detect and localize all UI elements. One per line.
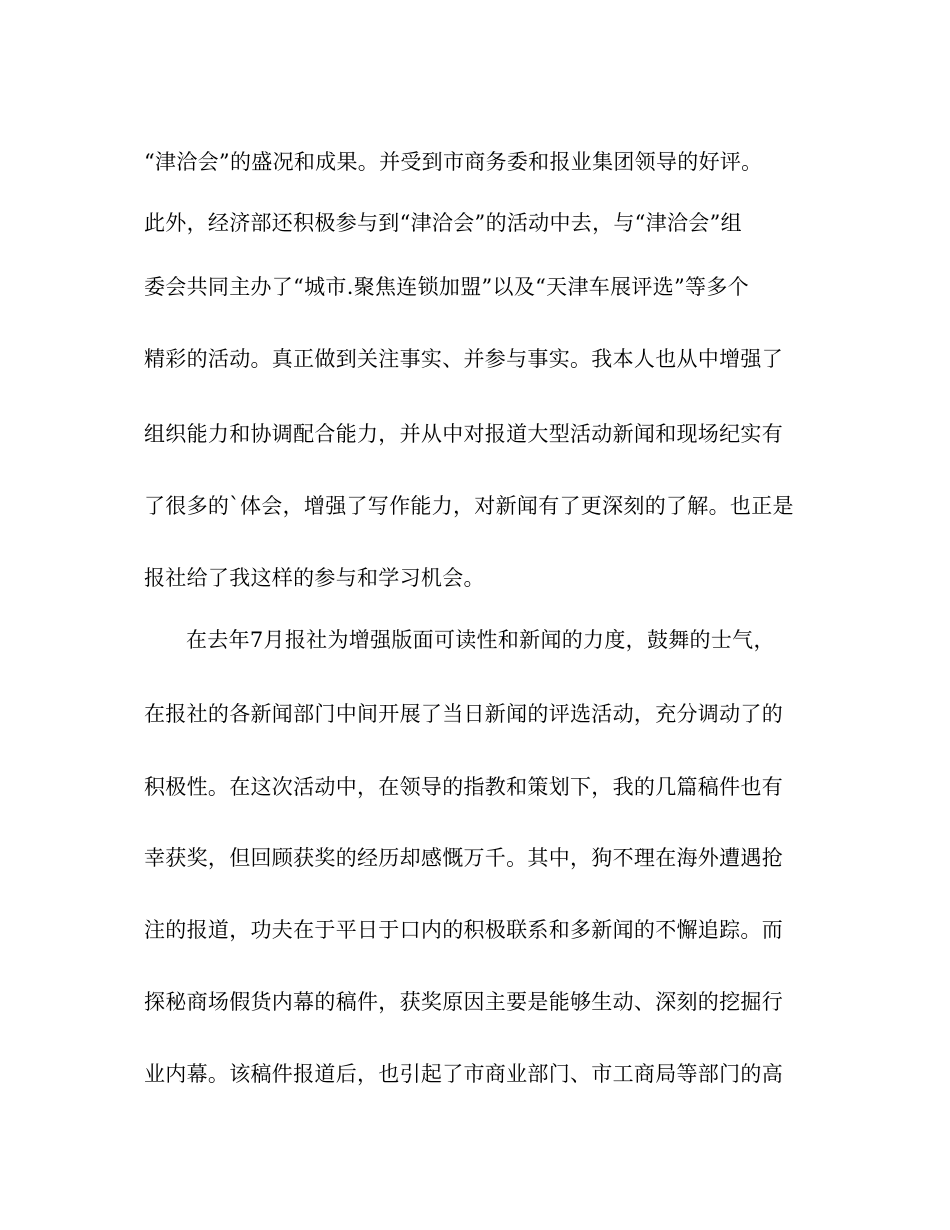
text-line: 了很多的`体会，增强了写作能力，对新闻有了更深刻的了解。也正是: [144, 494, 794, 518]
text-line: “津洽会”的盛况和成果。并受到市商务委和报业集团领导的好评。: [144, 150, 763, 174]
text-line: 组织能力和协调配合能力，并从中对报道大型活动新闻和现场纪实有: [144, 422, 783, 446]
text-line: 幸获奖，但回顾获奖的经历却感慨万千。其中，狗不理在海外遭遇抢: [144, 846, 783, 870]
text-line: 注的报道，功夫在于平日于口内的积极联系和多新闻的不懈追踪。而: [144, 918, 783, 942]
text-line: 探秘商场假货内幕的稿件，获奖原因主要是能够生动、深刻的挖掘行: [144, 990, 783, 1014]
text-line: 业内幕。该稿件报道后，也引起了市商业部门、市工商局等部门的高: [144, 1062, 783, 1086]
text-line: 此外，经济部还积极参与到“津洽会”的活动中去，与“津洽会”组: [144, 211, 742, 235]
text-line-indented: 在去年7月报社为增强版面可读性和新闻的力度，鼓舞的士气，: [186, 628, 775, 652]
text-line: 在报社的各新闻部门中间开展了当日新闻的评选活动，充分调动了的: [144, 702, 783, 726]
text-line: 委会共同主办了“城市.聚焦连锁加盟”以及“天津车展评选”等多个: [144, 275, 749, 299]
text-line: 报社给了我这样的参与和学习机会。: [144, 566, 485, 590]
text-line: 积极性。在这次活动中，在领导的指教和策划下，我的几篇稿件也有: [144, 775, 783, 799]
text-line: 精彩的活动。真正做到关注事实、并参与事实。我本人也从中增强了: [144, 347, 783, 371]
